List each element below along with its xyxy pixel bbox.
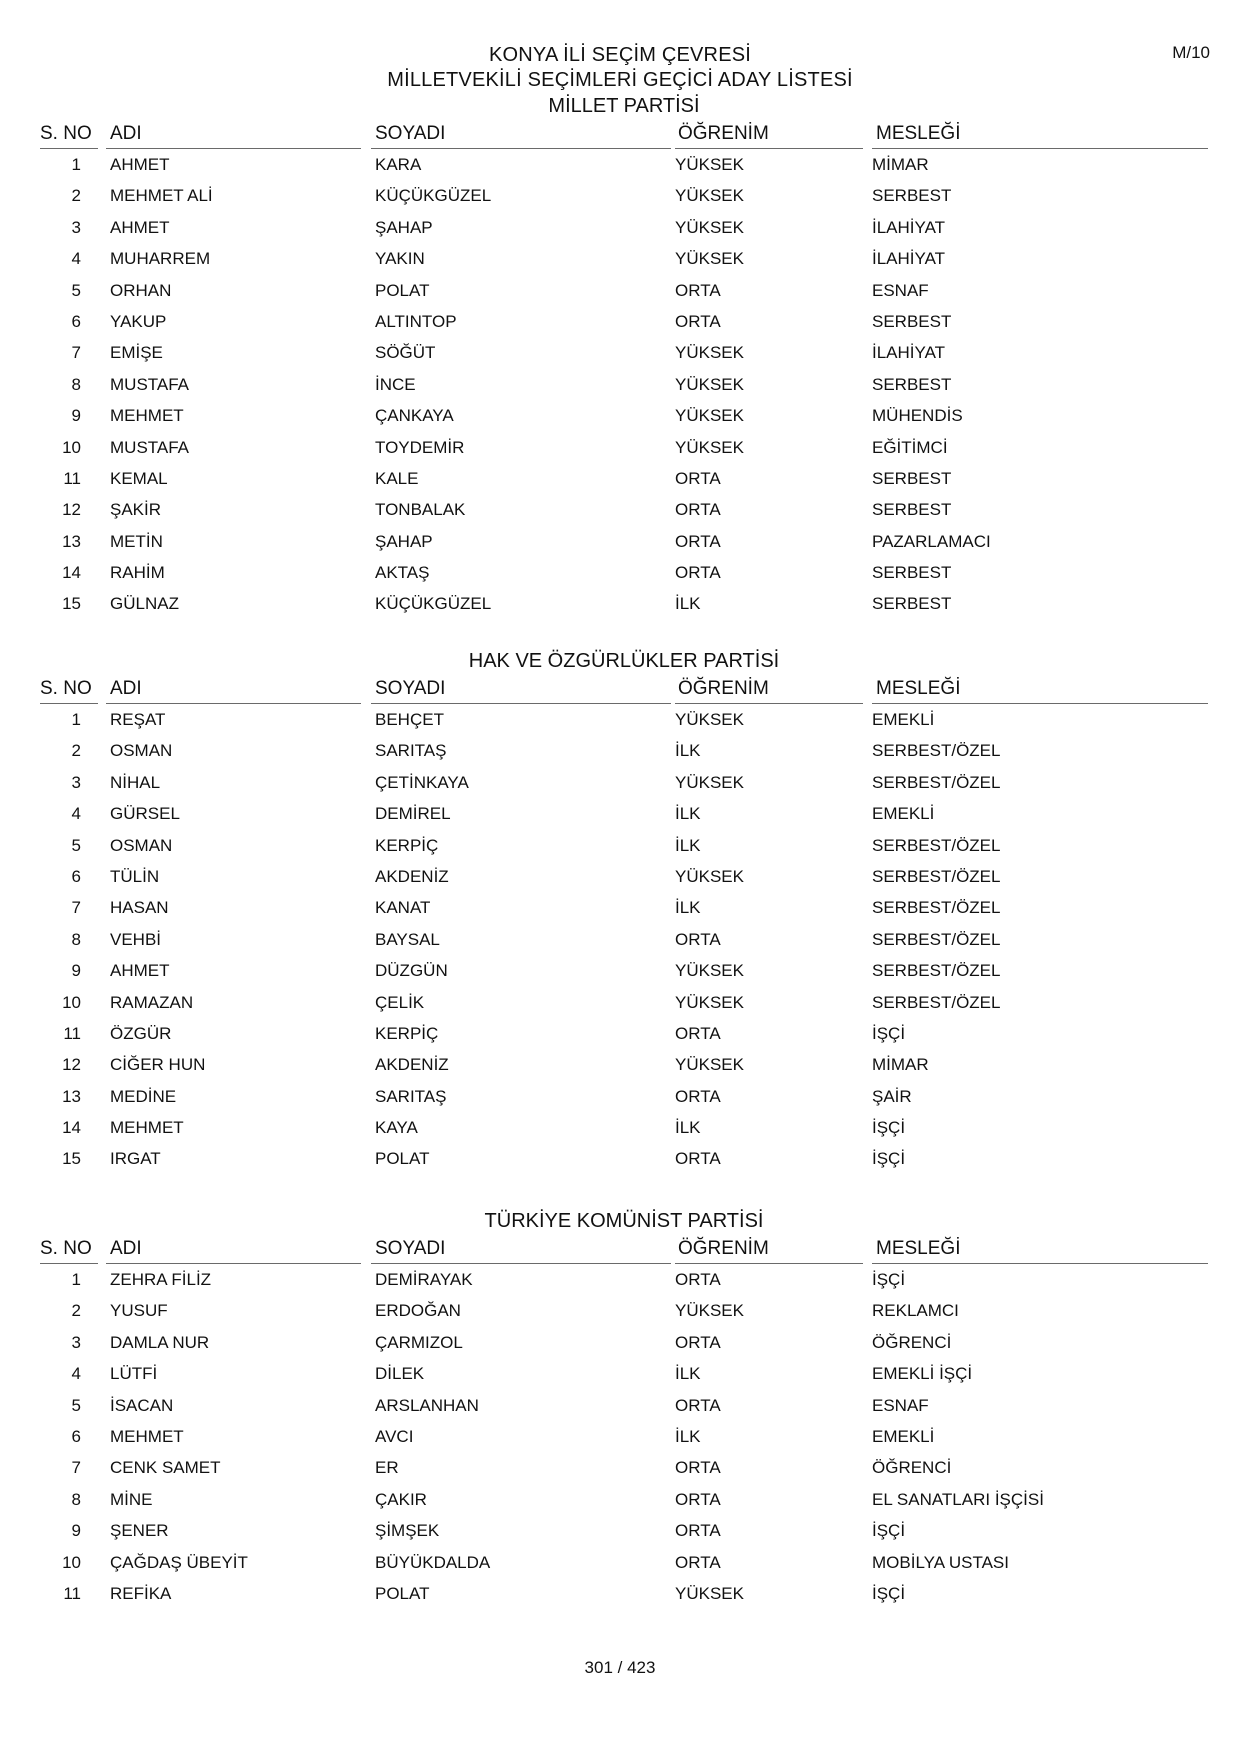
table-row xyxy=(40,306,1208,337)
cell-sira-no: 10 xyxy=(62,992,81,1012)
table-row xyxy=(40,1143,1208,1174)
cell-ogrenim: İLK xyxy=(675,1364,701,1384)
cell-sira-no: 5 xyxy=(71,280,81,300)
cell-sira-no: 6 xyxy=(71,866,81,886)
cell-adi: REŞAT xyxy=(110,710,166,729)
cell-sira-no: 1 xyxy=(71,1270,81,1289)
cell-soyadi: ÇARMIZOL xyxy=(375,1332,463,1352)
table-row xyxy=(40,1327,1208,1358)
cell-soyadi: KANAT xyxy=(375,898,431,918)
cell-meslegi: İLAHİYAT xyxy=(872,217,946,237)
cell-adi: MUHARREM xyxy=(110,249,211,269)
cell-ogrenim: İLK xyxy=(675,804,701,824)
cell-sira-no: 2 xyxy=(71,1301,81,1321)
cell-adi: MEHMET xyxy=(110,406,184,426)
cell-soyadi: ŞAHAP xyxy=(375,531,433,551)
cell-soyadi: İNCE xyxy=(375,374,416,394)
cell-soyadi: KERPİÇ xyxy=(375,835,439,855)
cell-adi: AHMET xyxy=(110,961,170,981)
cell-adi: OSMAN xyxy=(110,835,173,855)
table-row xyxy=(40,432,1208,463)
cell-ogrenim: ORTA xyxy=(675,280,721,300)
cell-ogrenim: YÜKSEK xyxy=(675,710,744,729)
cell-meslegi: SERBEST/ÖZEL xyxy=(872,898,1001,918)
cell-soyadi: KÜÇÜKGÜZEL xyxy=(375,594,492,614)
cell-adi: MEHMET ALİ xyxy=(110,186,213,206)
cell-meslegi: SERBEST xyxy=(872,374,952,394)
cell-sira-no: 3 xyxy=(71,217,81,237)
cell-sira-no: 4 xyxy=(71,804,81,824)
cell-soyadi: DÜZGÜN xyxy=(375,961,448,981)
cell-meslegi: EĞİTİMCİ xyxy=(872,437,948,457)
cell-ogrenim: ORTA xyxy=(675,1489,721,1509)
cell-meslegi: İŞÇİ xyxy=(872,1270,906,1289)
party-section-turkiye-komunist xyxy=(40,1208,1208,1609)
table-row xyxy=(40,463,1208,494)
cell-sira-no: 10 xyxy=(62,1552,81,1572)
table-row xyxy=(40,798,1208,829)
cell-soyadi: DEMİREL xyxy=(375,804,451,824)
cell-soyadi: POLAT xyxy=(375,1583,430,1603)
cell-sira-no: 9 xyxy=(71,1521,81,1541)
cell-meslegi: SERBEST xyxy=(872,311,952,331)
cell-soyadi: YAKIN xyxy=(375,249,425,269)
cell-adi: MUSTAFA xyxy=(110,374,190,394)
cell-ogrenim: ORTA xyxy=(675,929,721,949)
cell-sira-no: 14 xyxy=(62,1118,81,1138)
cell-meslegi: İLAHİYAT xyxy=(872,343,946,363)
cell-soyadi: ÇELİK xyxy=(375,992,425,1012)
cell-adi: MUSTAFA xyxy=(110,437,190,457)
cell-soyadi: KAYA xyxy=(375,1118,418,1138)
cell-ogrenim: ORTA xyxy=(675,1332,721,1352)
cell-soyadi: ER xyxy=(375,1458,399,1478)
cell-adi: LÜTFİ xyxy=(110,1364,158,1384)
table-header xyxy=(40,678,1208,704)
cell-sira-no: 5 xyxy=(71,1395,81,1415)
cell-ogrenim: ORTA xyxy=(675,1552,721,1572)
cell-sira-no: 4 xyxy=(71,249,81,269)
cell-adi: VEHBİ xyxy=(110,929,162,949)
table-row xyxy=(40,1295,1208,1326)
cell-meslegi: SERBEST/ÖZEL xyxy=(872,929,1001,949)
column-header-ogrenim: ÖĞRENİM xyxy=(675,678,863,704)
cell-ogrenim: YÜKSEK xyxy=(675,1301,744,1321)
cell-sira-no: 3 xyxy=(71,1332,81,1352)
column-header-soyadi: SOYADI xyxy=(371,678,671,704)
table-row xyxy=(40,704,1208,735)
cell-soyadi: POLAT xyxy=(375,280,430,300)
cell-meslegi: İŞÇİ xyxy=(872,1023,906,1043)
cell-ogrenim: ORTA xyxy=(675,531,721,551)
cell-ogrenim: ORTA xyxy=(675,311,721,331)
cell-meslegi: EMEKLİ İŞÇİ xyxy=(872,1364,973,1384)
cell-ogrenim: İLK xyxy=(675,741,701,761)
cell-adi: ÇAĞDAŞ ÜBEYİT xyxy=(110,1552,248,1572)
cell-sira-no: 7 xyxy=(71,343,81,363)
cell-soyadi: ARSLANHAN xyxy=(375,1395,479,1415)
column-header-ogrenim: ÖĞRENİM xyxy=(675,1238,863,1264)
cell-meslegi: SERBEST/ÖZEL xyxy=(872,866,1001,886)
cell-adi: CİĞER HUN xyxy=(110,1055,206,1075)
cell-ogrenim: YÜKSEK xyxy=(675,406,744,426)
cell-ogrenim: İLK xyxy=(675,835,701,855)
cell-adi: CENK SAMET xyxy=(110,1458,221,1478)
table-row xyxy=(40,1081,1208,1112)
column-header-soyadi: SOYADI xyxy=(371,123,671,149)
cell-soyadi: AKTAŞ xyxy=(375,563,430,583)
cell-soyadi: TOYDEMİR xyxy=(375,437,465,457)
cell-adi: GÜRSEL xyxy=(110,804,180,824)
cell-meslegi: ÖĞRENCİ xyxy=(872,1458,952,1478)
cell-adi: ÖZGÜR xyxy=(110,1023,172,1043)
cell-adi: METİN xyxy=(110,531,163,551)
cell-adi: TÜLİN xyxy=(110,866,160,886)
cell-soyadi: ÇETİNKAYA xyxy=(375,772,469,792)
cell-adi: REFİKA xyxy=(110,1583,172,1603)
column-header-adi: ADI xyxy=(106,1238,361,1264)
cell-sira-no: 11 xyxy=(63,1023,81,1043)
cell-adi: YAKUP xyxy=(110,311,167,331)
table-row xyxy=(40,924,1208,955)
cell-ogrenim: ORTA xyxy=(675,1270,721,1289)
cell-ogrenim: ORTA xyxy=(675,1521,721,1541)
cell-meslegi: SERBEST xyxy=(872,563,952,583)
cell-sira-no: 5 xyxy=(71,835,81,855)
cell-ogrenim: İLK xyxy=(675,594,701,614)
cell-sira-no: 11 xyxy=(63,468,81,488)
cell-adi: MEDİNE xyxy=(110,1086,177,1106)
cell-adi: IRGAT xyxy=(110,1149,161,1169)
cell-ogrenim: YÜKSEK xyxy=(675,186,744,206)
table-row xyxy=(40,1264,1208,1295)
column-header-meslegi: MESLEĞİ xyxy=(872,123,1208,149)
cell-meslegi: SERBEST xyxy=(872,468,952,488)
cell-ogrenim: ORTA xyxy=(675,500,721,520)
cell-sira-no: 14 xyxy=(62,563,81,583)
cell-soyadi: ŞAHAP xyxy=(375,217,433,237)
column-header-meslegi: MESLEĞİ xyxy=(872,1238,1208,1264)
table-row xyxy=(40,212,1208,243)
table-row xyxy=(40,243,1208,274)
cell-sira-no: 9 xyxy=(71,406,81,426)
cell-sira-no: 6 xyxy=(71,311,81,331)
cell-meslegi: SERBEST xyxy=(872,500,952,520)
cell-meslegi: ŞAİR xyxy=(872,1086,912,1106)
cell-adi: NİHAL xyxy=(110,772,161,792)
cell-meslegi: SERBEST xyxy=(872,594,952,614)
cell-adi: KEMAL xyxy=(110,468,168,488)
table-row xyxy=(40,767,1208,798)
cell-soyadi: ALTINTOP xyxy=(375,311,457,331)
cell-ogrenim: YÜKSEK xyxy=(675,1055,744,1075)
cell-soyadi: ERDOĞAN xyxy=(375,1301,461,1321)
cell-ogrenim: İLK xyxy=(675,1118,701,1138)
cell-sira-no: 11 xyxy=(63,1583,81,1603)
cell-meslegi: EMEKLİ xyxy=(872,804,935,824)
table-row xyxy=(40,149,1208,180)
table-row xyxy=(40,830,1208,861)
cell-meslegi: EMEKLİ xyxy=(872,710,935,729)
cell-meslegi: ESNAF xyxy=(872,280,929,300)
table-row xyxy=(40,369,1208,400)
cell-adi: RAHİM xyxy=(110,563,165,583)
table-row xyxy=(40,275,1208,306)
table-row xyxy=(40,494,1208,525)
cell-ogrenim: ORTA xyxy=(675,1023,721,1043)
cell-soyadi: AVCI xyxy=(375,1426,414,1446)
table-row xyxy=(40,1112,1208,1143)
document-header xyxy=(0,43,1240,93)
table-row xyxy=(40,1421,1208,1452)
cell-soyadi: DİLEK xyxy=(375,1364,425,1384)
party-title: HAK VE ÖZGÜRLÜKLER PARTİSİ xyxy=(468,650,780,672)
cell-soyadi: SARITAŞ xyxy=(375,1086,447,1106)
cell-meslegi: PAZARLAMACI xyxy=(872,531,991,551)
party-title: TÜRKİYE KOMÜNİST PARTİSİ xyxy=(484,1210,764,1232)
page-number: 301 / 423 xyxy=(584,1658,656,1677)
cell-adi: ŞENER xyxy=(110,1521,169,1541)
cell-ogrenim: YÜKSEK xyxy=(675,437,744,457)
cell-sira-no: 3 xyxy=(71,772,81,792)
table-row xyxy=(40,892,1208,923)
cell-soyadi: TONBALAK xyxy=(375,500,466,520)
cell-soyadi: KARA xyxy=(375,155,422,174)
cell-sira-no: 15 xyxy=(62,1149,81,1169)
cell-adi: İSACAN xyxy=(110,1395,174,1415)
table-row xyxy=(40,1358,1208,1389)
cell-ogrenim: YÜKSEK xyxy=(675,374,744,394)
cell-meslegi: MOBİLYA USTASI xyxy=(872,1552,1009,1572)
column-header-adi: ADI xyxy=(106,678,361,704)
cell-soyadi: BAYSAL xyxy=(375,929,440,949)
cell-soyadi: AKDENİZ xyxy=(375,1055,449,1075)
cell-sira-no: 7 xyxy=(71,1458,81,1478)
cell-ogrenim: YÜKSEK xyxy=(675,992,744,1012)
cell-sira-no: 6 xyxy=(71,1426,81,1446)
cell-soyadi: ŞİMŞEK xyxy=(375,1521,440,1541)
table-row xyxy=(40,1515,1208,1546)
party-title: MİLLET PARTİSİ xyxy=(548,95,700,117)
cell-soyadi: AKDENİZ xyxy=(375,866,449,886)
cell-adi: MEHMET xyxy=(110,1426,184,1446)
table-row xyxy=(40,588,1208,619)
table-row xyxy=(40,861,1208,892)
table-row xyxy=(40,400,1208,431)
cell-meslegi: SERBEST/ÖZEL xyxy=(872,741,1001,761)
table-row xyxy=(40,526,1208,557)
table-header xyxy=(40,1238,1208,1264)
table-row xyxy=(40,735,1208,766)
cell-adi: AHMET xyxy=(110,217,170,237)
cell-adi: YUSUF xyxy=(110,1301,168,1321)
cell-meslegi: MİMAR xyxy=(872,155,929,174)
cell-meslegi: EL SANATLARI İŞÇİSİ xyxy=(872,1489,1044,1509)
cell-sira-no: 8 xyxy=(71,1489,81,1509)
cell-adi: OSMAN xyxy=(110,741,173,761)
table-row xyxy=(40,1390,1208,1421)
cell-soyadi: DEMİRAYAK xyxy=(375,1270,473,1289)
cell-adi: MEHMET xyxy=(110,1118,184,1138)
column-header-meslegi: MESLEĞİ xyxy=(872,678,1208,704)
table-row xyxy=(40,955,1208,986)
cell-ogrenim: YÜKSEK xyxy=(675,343,744,363)
cell-soyadi: ÇANKAYA xyxy=(375,406,454,426)
cell-adi: ORHAN xyxy=(110,280,172,300)
cell-meslegi: ÖĞRENCİ xyxy=(872,1332,952,1352)
cell-ogrenim: YÜKSEK xyxy=(675,249,744,269)
table-row xyxy=(40,1547,1208,1578)
cell-soyadi: ÇAKIR xyxy=(375,1489,427,1509)
cell-meslegi: SERBEST/ÖZEL xyxy=(872,992,1001,1012)
party-section-hak-ve-ozgurlukler xyxy=(40,648,1208,1175)
table-row xyxy=(40,1018,1208,1049)
cell-sira-no: 12 xyxy=(62,500,81,520)
cell-meslegi: SERBEST/ÖZEL xyxy=(872,961,1001,981)
column-header-no: S. NO xyxy=(40,123,98,149)
cell-ogrenim: YÜKSEK xyxy=(675,866,744,886)
cell-soyadi: KALE xyxy=(375,468,419,488)
cell-adi: EMİŞE xyxy=(110,343,163,363)
cell-sira-no: 13 xyxy=(62,1086,81,1106)
cell-sira-no: 12 xyxy=(62,1055,81,1075)
table-row xyxy=(40,1578,1208,1609)
page-reference: M/10 xyxy=(1172,43,1210,62)
cell-sira-no: 4 xyxy=(71,1364,81,1384)
cell-ogrenim: ORTA xyxy=(675,1395,721,1415)
table-row xyxy=(40,1484,1208,1515)
cell-ogrenim: İLK xyxy=(675,1426,701,1446)
cell-sira-no: 8 xyxy=(71,929,81,949)
cell-sira-no: 1 xyxy=(71,155,81,174)
cell-sira-no: 1 xyxy=(71,710,81,729)
cell-sira-no: 9 xyxy=(71,961,81,981)
table-row xyxy=(40,180,1208,211)
cell-adi: AHMET xyxy=(110,155,170,174)
cell-ogrenim: İLK xyxy=(675,898,701,918)
column-header-soyadi: SOYADI xyxy=(371,1238,671,1264)
cell-soyadi: SARITAŞ xyxy=(375,741,447,761)
cell-adi: ZEHRA FİLİZ xyxy=(110,1270,212,1289)
cell-soyadi: KÜÇÜKGÜZEL xyxy=(375,186,492,206)
party-section-millet xyxy=(40,93,1208,620)
table-header xyxy=(40,123,1208,149)
cell-soyadi: KERPİÇ xyxy=(375,1023,439,1043)
cell-ogrenim: YÜKSEK xyxy=(675,217,744,237)
header-line-1: KONYA İLİ SEÇİM ÇEVRESİ xyxy=(488,44,752,66)
cell-ogrenim: ORTA xyxy=(675,1149,721,1169)
cell-ogrenim: YÜKSEK xyxy=(675,961,744,981)
cell-sira-no: 10 xyxy=(62,437,81,457)
cell-ogrenim: ORTA xyxy=(675,1458,721,1478)
cell-sira-no: 13 xyxy=(62,531,81,551)
cell-adi: DAMLA NUR xyxy=(110,1332,210,1352)
cell-soyadi: POLAT xyxy=(375,1149,430,1169)
cell-adi: MİNE xyxy=(110,1489,153,1509)
column-header-no: S. NO xyxy=(40,1238,98,1264)
cell-adi: ŞAKİR xyxy=(110,500,162,520)
cell-meslegi: İŞÇİ xyxy=(872,1583,906,1603)
cell-meslegi: İLAHİYAT xyxy=(872,249,946,269)
cell-soyadi: SÖĞÜT xyxy=(375,343,436,363)
cell-sira-no: 15 xyxy=(62,594,81,614)
cell-adi: RAMAZAN xyxy=(110,992,194,1012)
table-row xyxy=(40,987,1208,1018)
cell-meslegi: İŞÇİ xyxy=(872,1149,906,1169)
header-line-2: MİLLETVEKİLİ SEÇİMLERİ GEÇİCİ ADAY LİSTESİ xyxy=(387,69,853,91)
cell-ogrenim: YÜKSEK xyxy=(675,155,744,174)
cell-sira-no: 2 xyxy=(71,741,81,761)
cell-meslegi: EMEKLİ xyxy=(872,1426,935,1446)
cell-ogrenim: YÜKSEK xyxy=(675,1583,744,1603)
table-row xyxy=(40,1049,1208,1080)
cell-meslegi: SERBEST/ÖZEL xyxy=(872,835,1001,855)
cell-meslegi: SERBEST xyxy=(872,186,952,206)
cell-meslegi: İŞÇİ xyxy=(872,1521,906,1541)
cell-meslegi: İŞÇİ xyxy=(872,1118,906,1138)
cell-ogrenim: ORTA xyxy=(675,468,721,488)
cell-soyadi: BEHÇET xyxy=(375,710,444,729)
cell-adi: GÜLNAZ xyxy=(110,594,179,614)
column-header-ogrenim: ÖĞRENİM xyxy=(675,123,863,149)
cell-ogrenim: ORTA xyxy=(675,1086,721,1106)
table-row xyxy=(40,557,1208,588)
cell-adi: HASAN xyxy=(110,898,169,918)
cell-meslegi: ESNAF xyxy=(872,1395,929,1415)
table-row xyxy=(40,337,1208,368)
cell-ogrenim: ORTA xyxy=(675,563,721,583)
column-header-no: S. NO xyxy=(40,678,98,704)
cell-soyadi: BÜYÜKDALDA xyxy=(375,1552,491,1572)
table-row xyxy=(40,1452,1208,1483)
cell-meslegi: MÜHENDİS xyxy=(872,406,963,426)
cell-sira-no: 2 xyxy=(71,186,81,206)
cell-sira-no: 7 xyxy=(71,898,81,918)
cell-ogrenim: YÜKSEK xyxy=(675,772,744,792)
cell-meslegi: MİMAR xyxy=(872,1055,929,1075)
cell-meslegi: SERBEST/ÖZEL xyxy=(872,772,1001,792)
cell-sira-no: 8 xyxy=(71,374,81,394)
cell-meslegi: REKLAMCI xyxy=(872,1301,959,1321)
column-header-adi: ADI xyxy=(106,123,361,149)
